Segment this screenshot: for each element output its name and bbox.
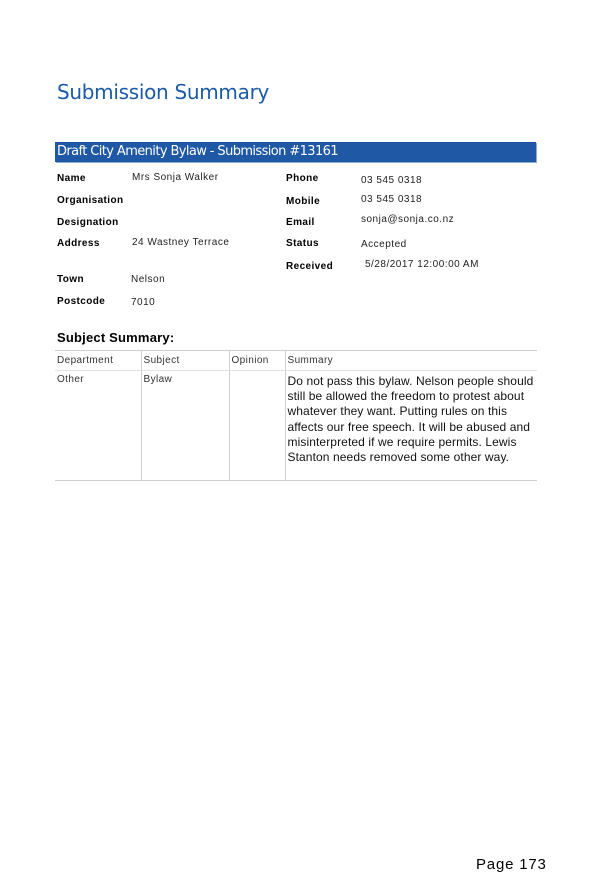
page-title: Submission Summary <box>57 80 270 104</box>
mobile-value: 03 545 0318 <box>361 194 423 205</box>
designation-label: Designation <box>57 217 119 228</box>
subject-summary-table <box>55 350 537 481</box>
submission-title: Draft City Amenity Bylaw - Submission #13161 <box>57 144 338 159</box>
name-value: Mrs Sonja Walker <box>132 172 219 183</box>
name-label: Name <box>57 173 86 184</box>
postcode-value: 7010 <box>131 297 156 308</box>
subject-cell: Bylaw <box>141 371 229 481</box>
column-header-opinion: Opinion <box>229 351 285 371</box>
email-value: sonja@sonja.co.nz <box>361 214 455 225</box>
column-header-summary: Summary <box>285 351 537 371</box>
column-header-department: Department <box>55 351 141 371</box>
town-label: Town <box>57 274 84 285</box>
department-cell: Other <box>55 371 141 481</box>
column-header-subject: Subject <box>141 351 229 371</box>
table-header-row <box>55 351 537 371</box>
address-label: Address <box>57 238 100 249</box>
status-value: Accepted <box>361 239 407 250</box>
postcode-label: Postcode <box>57 296 106 307</box>
phone-value: 03 545 0318 <box>361 175 423 186</box>
subject-summary-heading: Subject Summary: <box>57 330 175 345</box>
organisation-label: Organisation <box>57 195 124 206</box>
submission-banner <box>55 142 536 162</box>
address-value: 24 Wastney Terrace <box>132 237 230 248</box>
town-value: Nelson <box>131 274 166 285</box>
email-label: Email <box>286 217 315 228</box>
summary-cell: Do not pass this bylaw. Nelson people should still be allowed the freedom to protest about whatever they want. Putting rules on this affects our free speech. It will be abused and misinterpreted if we require permits. Lewis Stanton needs removed some other way. <box>285 371 537 481</box>
mobile-label: Mobile <box>286 196 321 207</box>
received-value: 5/28/2017 12:00:00 AM <box>365 259 479 270</box>
phone-label: Phone <box>286 173 319 184</box>
received-label: Received <box>286 261 334 272</box>
page-number: Page 173 <box>476 856 547 873</box>
table-row <box>55 371 537 481</box>
opinion-cell <box>229 371 285 481</box>
status-label: Status <box>286 238 319 249</box>
